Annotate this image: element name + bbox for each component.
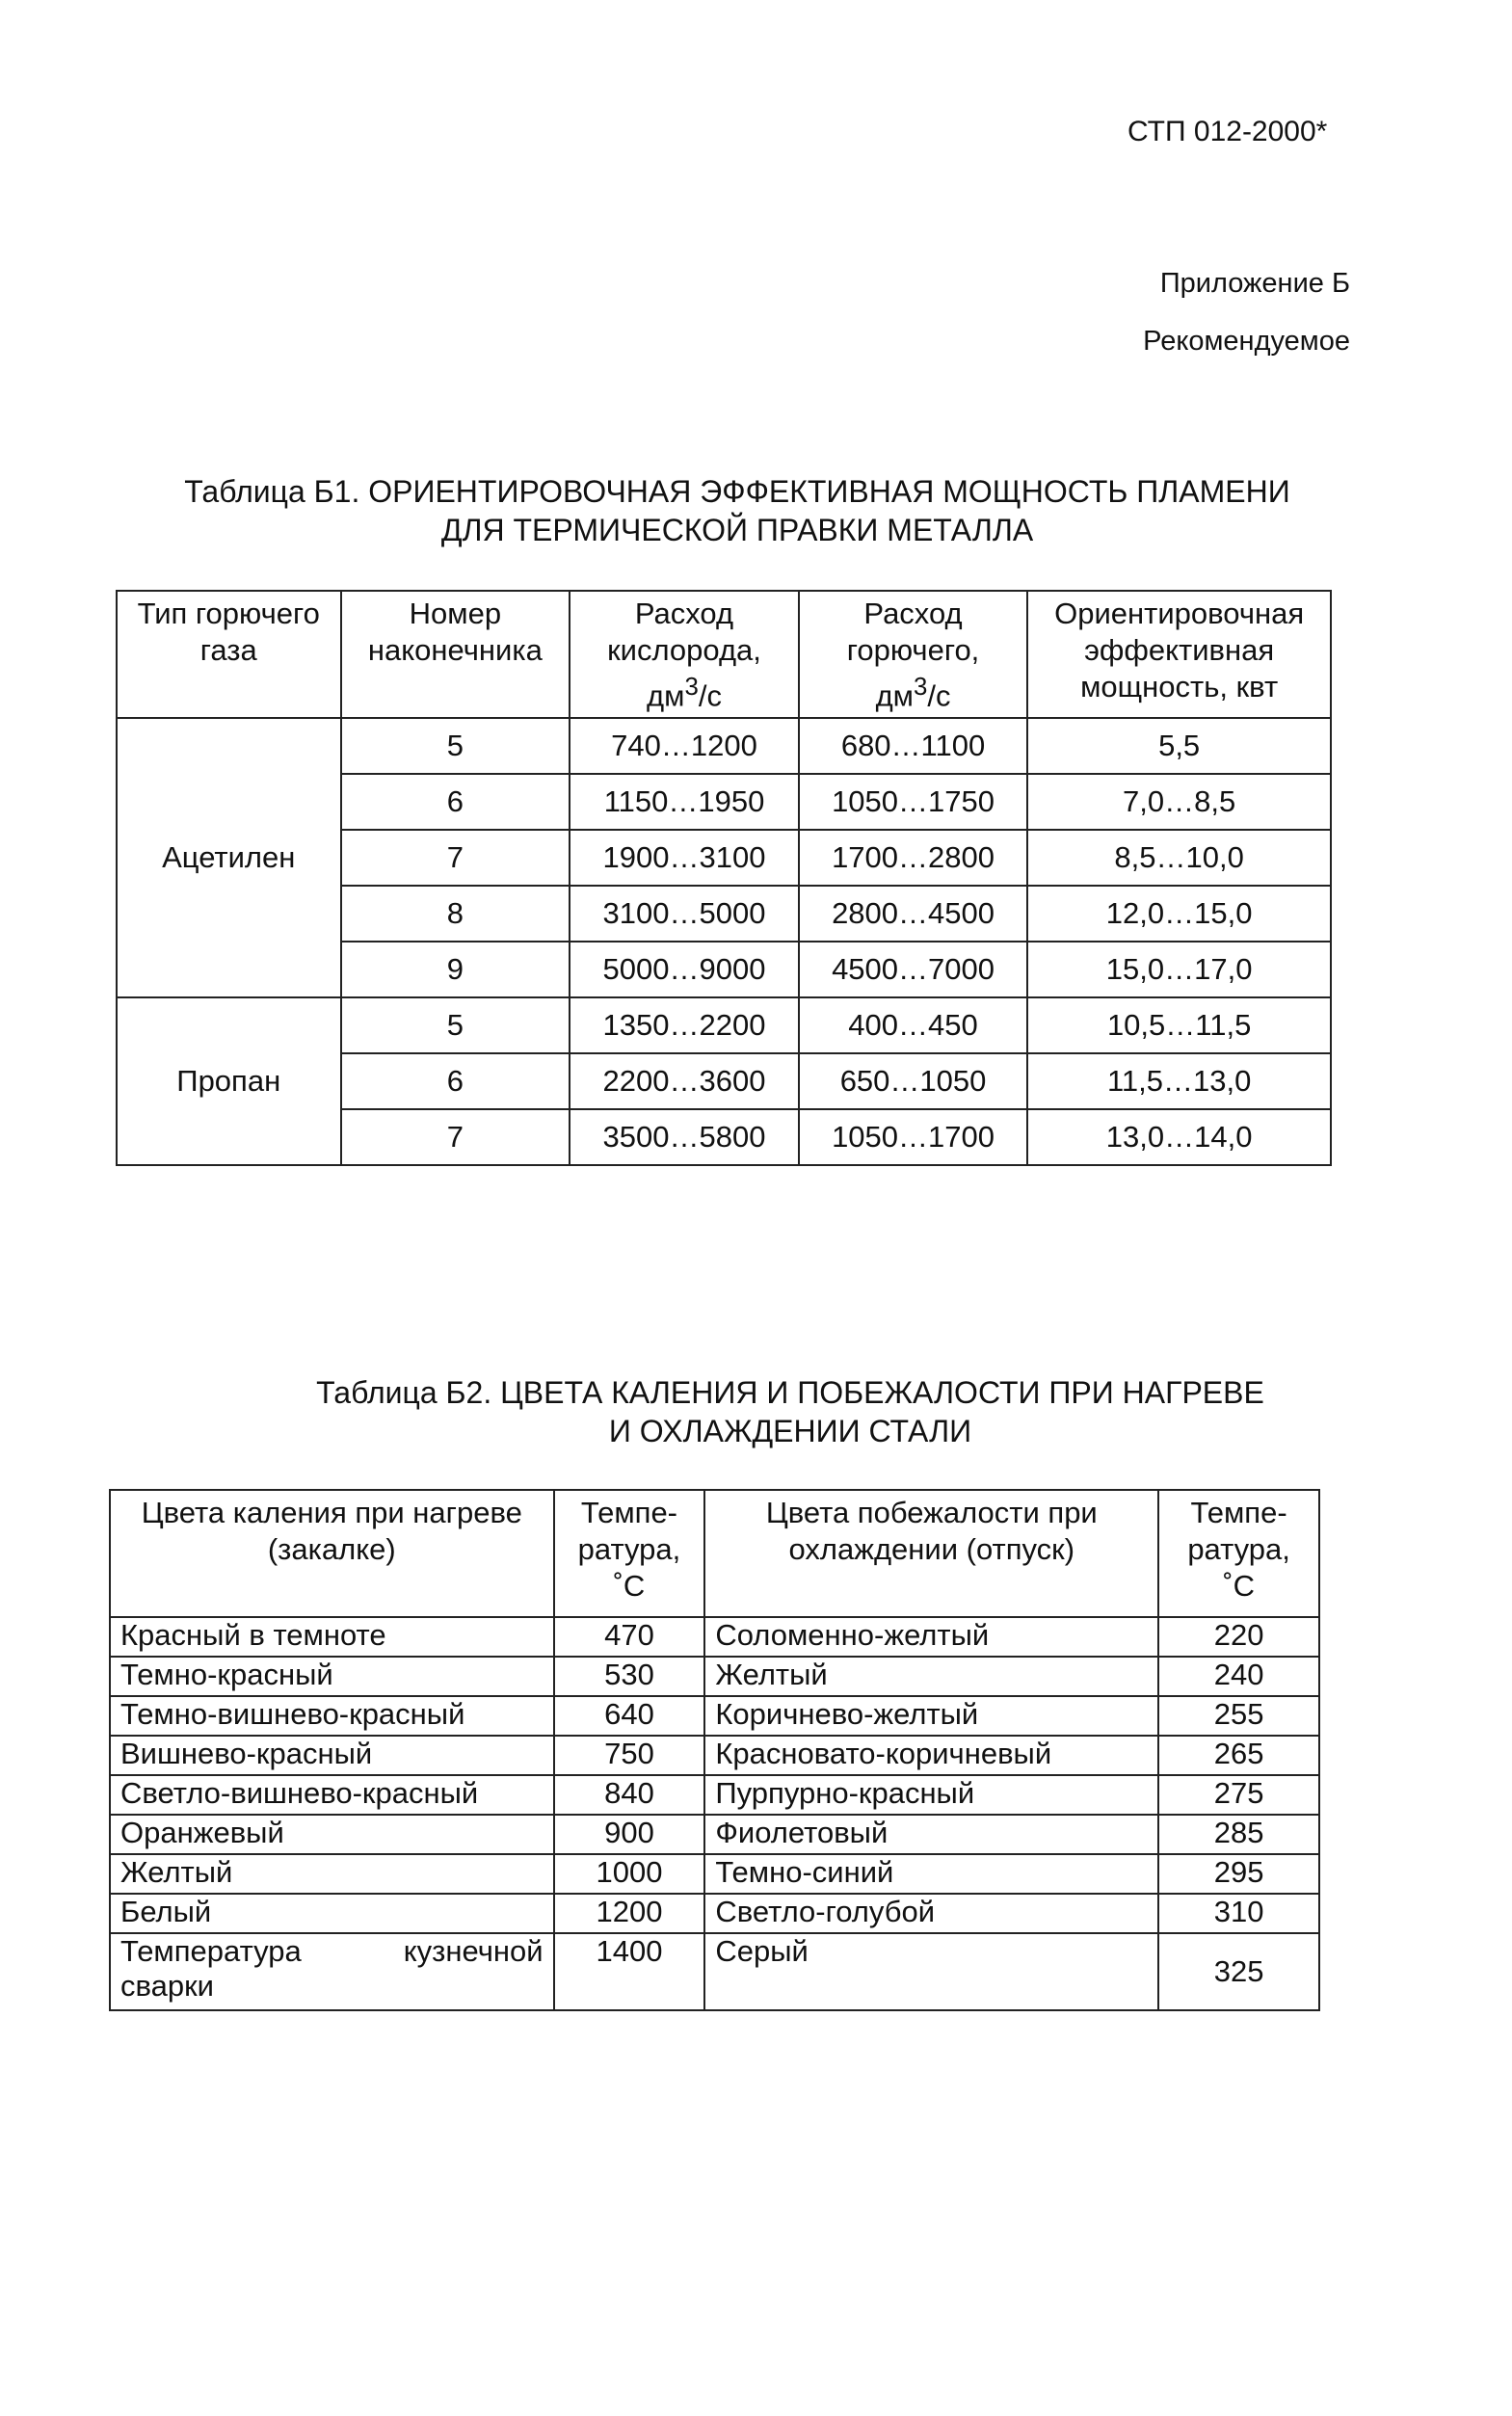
heat-temp-cell: 1200 [554, 1894, 705, 1933]
power-cell: 12,0…15,0 [1027, 886, 1331, 942]
fuel-cell: 4500…7000 [799, 942, 1027, 997]
temper-temp-cell: 285 [1158, 1815, 1319, 1854]
oxygen-cell: 3500…5800 [570, 1109, 799, 1165]
header-fuel-unit [800, 669, 1026, 714]
header-flame-power [1027, 591, 1331, 718]
table1-caption-line2: ДЛЯ ТЕРМИЧЕСКОЙ ПРАВКИ МЕТАЛЛА [440, 513, 1034, 547]
fuel-cell: 2800…4500 [799, 886, 1027, 942]
fuel-cell: 1050…1700 [799, 1109, 1027, 1165]
heat-temp-cell: 470 [554, 1617, 705, 1657]
oxygen-cell: 1350…2200 [570, 997, 799, 1053]
heat-temp-cell: 840 [554, 1775, 705, 1815]
heat-temp-cell: 900 [554, 1815, 705, 1854]
header-temp2-line3: ˚С [1223, 1569, 1255, 1603]
header-heat-line1: Цвета каления при нагреве [141, 1496, 522, 1529]
heat-temp-cell: 530 [554, 1657, 705, 1696]
table1-caption-line1: Таблица Б1. ОРИЕНТИРОВОЧНАЯ ЭФФЕКТИВНАЯ МОЩНОСТЬ ПЛАМЕНИ [184, 474, 1290, 509]
temper-temp-cell: 295 [1158, 1854, 1319, 1894]
temper-temp-cell: 275 [1158, 1775, 1319, 1815]
table-row [110, 1775, 1319, 1815]
unit-base: дм [647, 678, 685, 713]
header-temp2-line1: Темпе- [1190, 1496, 1287, 1529]
table1-header-row [117, 591, 1331, 718]
header-tip-number [341, 591, 570, 718]
header-gas-type-line1: Тип горючего [137, 597, 320, 630]
unit-per-second: /с [698, 678, 722, 713]
header-gas-type [117, 591, 341, 718]
temper-color-cell: Соломенно-желтый [704, 1617, 1158, 1657]
temper-color-cell: Желтый [704, 1657, 1158, 1696]
header-temper-color [704, 1490, 1158, 1617]
appendix-label: Приложение Б [1159, 268, 1350, 299]
temper-color-cell: Темно-синий [704, 1854, 1158, 1894]
header-fuel-line2: горючего, [846, 633, 980, 667]
header-power-line1: Ориентировочная [1054, 597, 1305, 630]
table-row [110, 1617, 1319, 1657]
tip-cell: 5 [341, 718, 570, 774]
steel-colors-table [109, 1489, 1320, 2011]
heat-color-cell: Светло-вишнево-красный [110, 1775, 554, 1815]
heat-color-cell: Белый [110, 1894, 554, 1933]
heat-color-cell [110, 1933, 554, 2010]
table2-caption-line2: И ОХЛАЖДЕНИИ СТАЛИ [608, 1414, 972, 1448]
temper-color-cell: Коричнево-желтый [704, 1696, 1158, 1736]
fuel-cell: 650…1050 [799, 1053, 1027, 1109]
heat-color-cell: Темно-вишнево-красный [110, 1696, 554, 1736]
heat-color-cell: Красный в темноте [110, 1617, 554, 1657]
header-oxygen-flow [570, 591, 799, 718]
tip-cell: 6 [341, 774, 570, 830]
fuel-cell: 680…1100 [799, 718, 1027, 774]
tip-cell: 7 [341, 830, 570, 886]
temper-temp-cell: 255 [1158, 1696, 1319, 1736]
heat-temp-cell: 1000 [554, 1854, 705, 1894]
fuel-cell: 1050…1750 [799, 774, 1027, 830]
header-fuel-flow [799, 591, 1027, 718]
header-temper-line1: Цвета побежалости при [765, 1496, 1098, 1529]
header-heating-temperature [554, 1490, 705, 1617]
temper-color-cell: Красновато-коричневый [704, 1736, 1158, 1775]
tip-cell: 8 [341, 886, 570, 942]
header-fuel-line1: Расход [863, 597, 963, 630]
temper-color-cell: Пурпурно-красный [704, 1775, 1158, 1815]
power-cell: 10,5…11,5 [1027, 997, 1331, 1053]
header-temp2-line2: ратура, [1187, 1532, 1290, 1566]
unit-base: дм [875, 678, 914, 713]
temper-temp-cell: 310 [1158, 1894, 1319, 1933]
temper-color-cell: Фиолетовый [704, 1815, 1158, 1854]
recommended-label: Рекомендуемое [1143, 326, 1350, 357]
oxygen-cell: 5000…9000 [570, 942, 799, 997]
temper-temp-cell: 265 [1158, 1736, 1319, 1775]
heat-color-cell: Вишнево-красный [110, 1736, 554, 1775]
header-gas-type-line2: газа [199, 633, 257, 667]
table-row [117, 718, 1331, 774]
flame-power-table [116, 590, 1332, 1166]
header-tip-line2: наконечника [367, 633, 543, 667]
header-temp1-line2: ратура, [577, 1532, 681, 1566]
gas-type-cell: Ацетилен [117, 718, 341, 997]
oxygen-cell: 1900…3100 [570, 830, 799, 886]
power-cell: 11,5…13,0 [1027, 1053, 1331, 1109]
oxygen-cell: 1150…1950 [570, 774, 799, 830]
temper-temp-cell: 325 [1158, 1933, 1319, 2010]
tip-cell: 6 [341, 1053, 570, 1109]
table-row [110, 1657, 1319, 1696]
table-row [110, 1736, 1319, 1775]
temper-color-cell: Светло-голубой [704, 1894, 1158, 1933]
unit-exponent: 3 [913, 674, 928, 701]
heat-color-cell: Оранжевый [110, 1815, 554, 1854]
heat-temp-cell: 640 [554, 1696, 705, 1736]
forge-word-welding: сварки [120, 1969, 214, 2003]
header-oxygen-unit [570, 669, 798, 714]
unit-per-second: /с [927, 678, 951, 713]
table1-caption [145, 472, 1330, 549]
power-cell: 5,5 [1027, 718, 1331, 774]
header-tip-line1: Номер [409, 597, 502, 630]
table-row [110, 1933, 1319, 2010]
header-temp1-line3: ˚С [613, 1569, 646, 1603]
temper-temp-cell: 240 [1158, 1657, 1319, 1696]
oxygen-cell: 740…1200 [570, 718, 799, 774]
header-oxygen-line1: Расход [634, 597, 734, 630]
temper-temp-cell: 220 [1158, 1617, 1319, 1657]
header-heat-line2: (закалке) [267, 1532, 396, 1566]
header-temper-line2: охлаждении (отпуск) [788, 1532, 1075, 1566]
power-cell: 15,0…17,0 [1027, 942, 1331, 997]
power-cell: 7,0…8,5 [1027, 774, 1331, 830]
power-cell: 13,0…14,0 [1027, 1109, 1331, 1165]
table-row [110, 1696, 1319, 1736]
fuel-cell: 1700…2800 [799, 830, 1027, 886]
header-temper-temperature [1158, 1490, 1319, 1617]
document-code: СТП 012-2000* [1127, 116, 1328, 147]
forge-word-temperature: Температура [120, 1934, 302, 1968]
forge-welding-line1 [120, 1934, 553, 1969]
header-power-line2: эффективная [1084, 633, 1275, 667]
fuel-cell: 400…450 [799, 997, 1027, 1053]
tip-cell: 5 [341, 997, 570, 1053]
table-row [110, 1894, 1319, 1933]
header-heating-color [110, 1490, 554, 1617]
header-oxygen-line2: кислорода, [607, 633, 761, 667]
table-row [117, 997, 1331, 1053]
forge-word-forging: кузнечной [403, 1934, 544, 1968]
heat-temp-cell: 1400 [554, 1933, 705, 2010]
table2-caption [251, 1373, 1330, 1450]
oxygen-cell: 3100…5000 [570, 886, 799, 942]
gas-type-cell: Пропан [117, 997, 341, 1165]
table2-header-row [110, 1490, 1319, 1617]
header-power-line3: мощность, квт [1080, 670, 1279, 704]
power-cell: 8,5…10,0 [1027, 830, 1331, 886]
oxygen-cell: 2200…3600 [570, 1053, 799, 1109]
tip-cell: 9 [341, 942, 570, 997]
table-row [110, 1815, 1319, 1854]
heat-temp-cell: 750 [554, 1736, 705, 1775]
tip-cell: 7 [341, 1109, 570, 1165]
table-row [110, 1854, 1319, 1894]
temper-color-cell: Серый [704, 1933, 1158, 2010]
heat-color-cell: Желтый [110, 1854, 554, 1894]
unit-exponent: 3 [684, 674, 699, 701]
table2-caption-line1: Таблица Б2. ЦВЕТА КАЛЕНИЯ И ПОБЕЖАЛОСТИ ПРИ НАГРЕВЕ [316, 1375, 1264, 1410]
header-temp1-line1: Темпе- [580, 1496, 678, 1529]
heat-color-cell: Темно-красный [110, 1657, 554, 1696]
